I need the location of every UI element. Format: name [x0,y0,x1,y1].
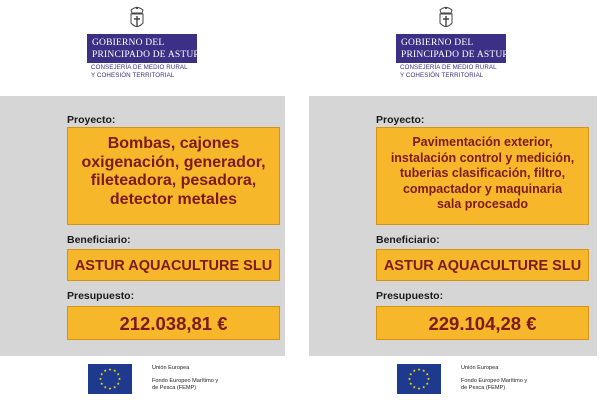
proyecto-box [376,127,589,225]
eu-flag-icon [88,364,132,394]
eu-footer-text [461,365,527,392]
beneficiario-label: Beneficiario: [67,234,131,246]
gov-title-line1: GOBIERNO DEL [92,38,165,48]
gobierno-logo [396,34,525,63]
gobierno-logo [87,34,216,63]
eu-star-icon [108,368,111,371]
fondo-line2: de Pesca (FEMP) [461,385,506,391]
eu-star-icon [100,373,103,376]
consejeria-line2: Y COHESIÓN TERRITORIAL [400,72,484,79]
eu-star-icon [117,373,120,376]
presupuesto-box [376,306,589,340]
beneficiario-value: ASTUR AQUACULTURE SLU [74,258,273,274]
eu-star-icon [409,373,412,376]
eu-star-icon [426,373,429,376]
eu-footer-text [152,365,218,392]
union-europea-text: Unión Europea [461,365,499,371]
eu-star-icon [409,382,412,385]
eu-star-icon [113,386,116,389]
presupuesto-value: 229.104,28 € [428,313,537,334]
gov-title-line2: PRINCIPADO DE ASTURIAS [92,50,216,60]
beneficiario-box [67,249,280,281]
eu-star-icon [426,382,429,385]
presupuesto-box [67,306,280,340]
eu-star-icon [413,386,416,389]
sign-panel-left [0,0,290,400]
presupuesto-value: 212.038,81 € [119,313,228,334]
eu-star-icon [422,386,425,389]
proyecto-line: sala procesado [436,197,528,211]
fondo-line1: Fondo Europeo Marítimo y [461,378,528,384]
gov-title-line1: GOBIERNO DEL [401,38,474,48]
proyecto-line: fileteadora, pesadora, [90,172,257,189]
proyecto-line: Bombas, cajones [107,135,240,152]
eu-star-icon [118,377,121,380]
eu-star-icon [99,377,102,380]
eu-star-icon [422,369,425,372]
eu-star-icon [408,377,411,380]
union-europea-text: Unión Europea [152,365,190,371]
beneficiario-label: Beneficiario: [376,234,440,246]
consejeria-line2: Y COHESIÓN TERRITORIAL [91,72,175,79]
sign-panel-right [309,0,599,400]
proyecto-line: detector metales [109,190,238,208]
eu-star-icon [427,377,430,380]
eu-star-icon [108,387,111,390]
eu-star-icon [117,382,120,385]
fondo-line1: Fondo Europeo Marítimo y [152,378,219,384]
eu-star-icon [413,369,416,372]
proyecto-line: Pavimentación exterior, [412,135,553,149]
proyecto-box [67,127,280,225]
proyecto-label: Proyecto: [376,114,425,126]
info-board [309,96,597,400]
proyecto-line: compactador y maquinaria [402,181,563,196]
eu-star-icon [104,369,107,372]
eu-flag-icon [397,364,441,394]
beneficiario-box [376,249,589,281]
eu-footer [309,356,599,400]
proyecto-line: instalación control y medición, [390,150,575,165]
consejeria-text [91,64,221,80]
proyecto-line: tuberias clasificación, filtro, [399,166,566,180]
eu-footer [0,356,290,400]
eu-star-icon [100,382,103,385]
eu-star-icon [104,386,107,389]
presupuesto-label: Presupuesto: [376,290,444,302]
beneficiario-value: ASTUR AQUACULTURE SLU [383,258,582,274]
asturias-crest-icon [123,4,151,32]
consejeria-text [400,64,530,80]
proyecto-line: oxigenación, generador, [81,153,266,171]
asturias-crest-icon [432,4,460,32]
presupuesto-label: Presupuesto: [67,290,135,302]
proyecto-label: Proyecto: [67,114,116,126]
gov-title-line2: PRINCIPADO DE ASTURIAS [401,50,525,60]
fondo-line2: de Pesca (FEMP) [152,385,197,391]
info-board [0,96,285,400]
eu-star-icon [113,369,116,372]
eu-star-icon [417,387,420,390]
consejeria-line1: CONSEJERÍA DE MEDIO RURAL [91,64,188,71]
eu-star-icon [417,368,420,371]
consejeria-line1: CONSEJERÍA DE MEDIO RURAL [400,64,497,71]
